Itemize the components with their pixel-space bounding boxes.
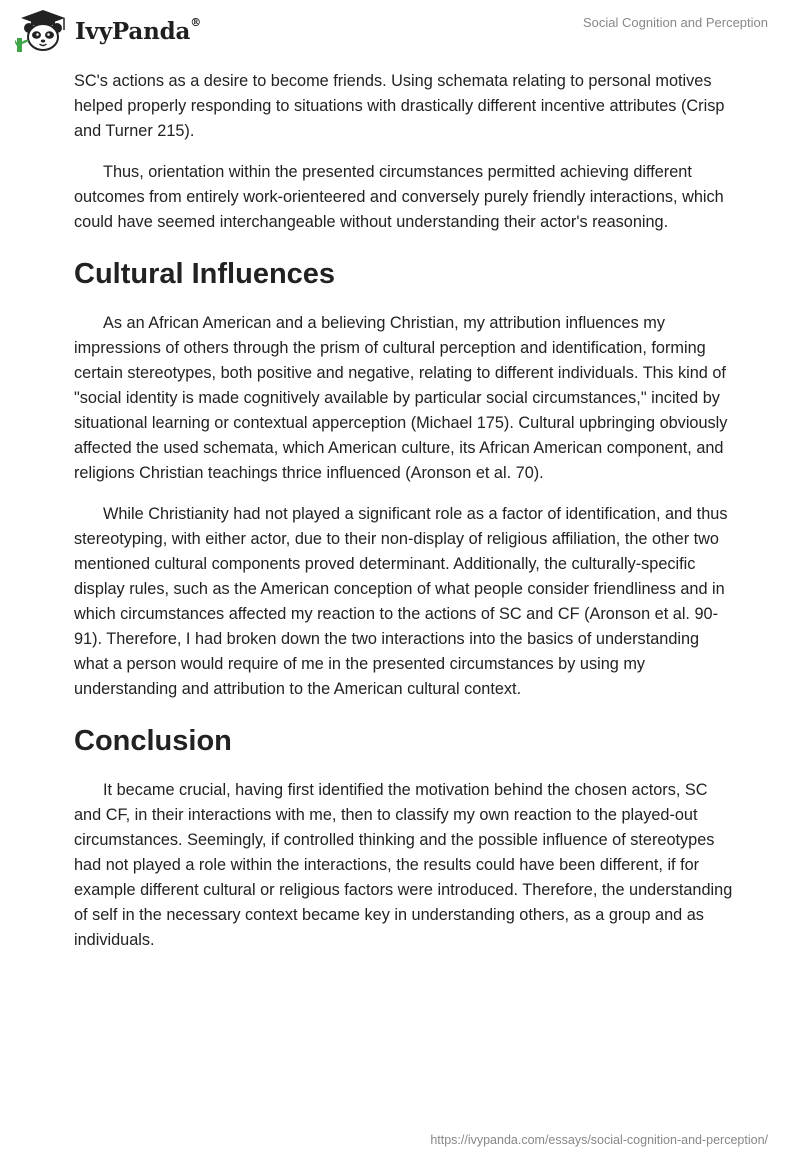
section-heading-conclusion: Conclusion xyxy=(74,725,232,757)
paragraph: As an African American and a believing Christian, my attribution influences my impressions of others through the prism of cultural perception and identification, forming certain stereotypes, both positive and negative, relating to different individuals. This kind of "social identity is made cognitively available by particular social circumstances," incited by situational learning or contextual apperception (Michael 175). Cultural upbringing obviously affected the used schemata, which American culture, its African American component, and religions Christian teachings thrice influenced (Aronson et al. 70). xyxy=(74,314,728,482)
brand-name: IvyPanda® xyxy=(75,15,201,45)
ivypanda-logo[interactable] xyxy=(15,8,201,54)
essay-content xyxy=(74,69,734,969)
paragraph-continued: SC's actions as a desire to become friends. Using schemata relating to personal motives helped properly responding to situations with drastically different incentive attributes (Crisp and Turner 215). xyxy=(74,72,725,140)
page-header xyxy=(0,0,800,60)
source-url[interactable]: https://ivypanda.com/essays/social-cognition-and-perception/ xyxy=(430,1133,768,1147)
document-title: Social Cognition and Perception xyxy=(582,15,768,30)
section-heading-cultural-influences: Cultural Influences xyxy=(74,258,336,290)
paragraph: While Christianity had not played a significant role as a factor of identification, and thus stereotyping, with either actor, due to their non-display of religious affiliation, the other two mentioned cultural components proved determinant. Additionally, the culturally-specific display rules, such as the American conception of what people consider friendliness and in which circumstances affected my reaction to the actions of SC and CF (Aronson et al. 90-91). Therefore, I had broken down the two interactions into the basics of understanding what a person would require of me in the presented circumstances by using my understanding and attribution to the American cultural context. xyxy=(74,505,728,698)
registered-mark: ® xyxy=(190,15,201,29)
paragraph: Thus, orientation within the presented circumstances permitted achieving different outcomes from entirely work-orienteered and conversely purely friendly interactions, which could have seemed interchangeable without understanding their actor's reasoning. xyxy=(74,163,724,231)
panda-graduate-icon xyxy=(15,8,71,54)
paragraph: It became crucial, having first identified the motivation behind the chosen actors, SC and CF, in their interactions with me, then to classify my own reaction to the played-out circumstances. Seemingly, if controlled thinking and the possible influence of stereotypes had not played a role within the interactions, the results could have been different, if for example different cultural or religious factors were introduced. Therefore, the understanding of self in the necessary context became key in understanding others, as a group and as individuals. xyxy=(74,781,733,949)
